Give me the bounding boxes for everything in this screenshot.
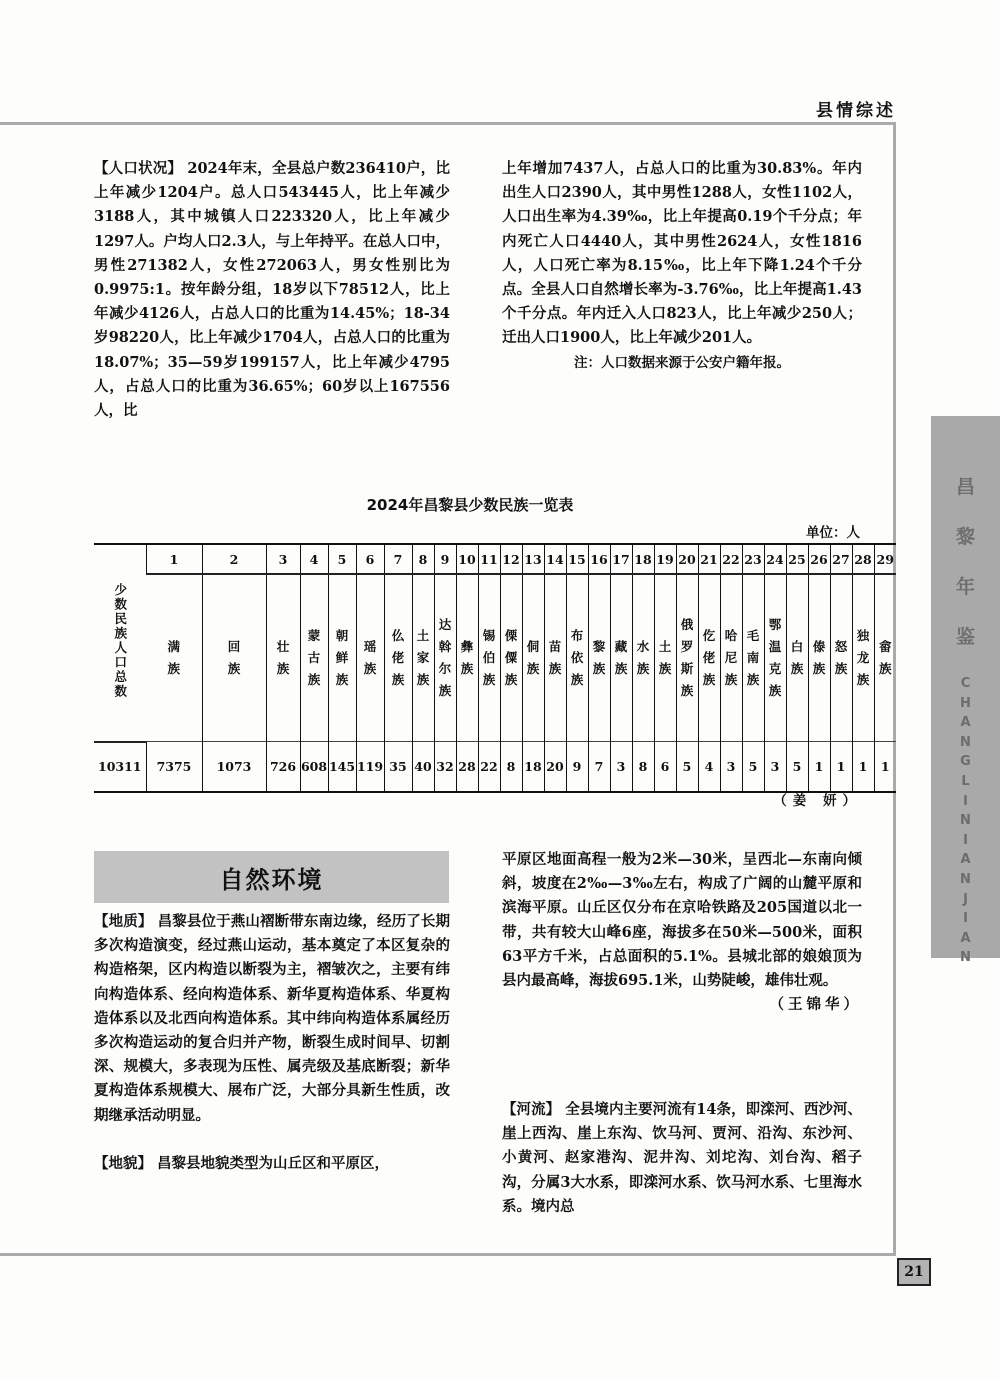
population-paragraph-right: 上年增加7437人，占总人口的比重为30.83%。年内出生人口2390人，其中男性1288人，女性1102人，人口出生率为4.39‰，比上年提高0.19个千分点；年内死亡人口4440人，其中男性2624人，女性1816人，人口死亡率为8.15‰，比上年下降1.24个千分点。全县人口自然增长率为-3.76‰，比上年提高1.43个千分点。年内迁入人口823人，比上年减少250人；迁出人口1900人，比上年减少201人。: [502, 160, 862, 347]
landform-column: [502, 848, 862, 1017]
ethnic-group-label: 水 族: [636, 639, 650, 676]
ethnic-group-name: [676, 574, 698, 742]
geology-paragraph: 【地质】 昌黎县位于燕山褶断带东南边缘，经历了长期多次构造演变，经过燕山运动，基本奠定了本区复杂的构造格架，区内构造以断裂为主，褶皱次之，主要有纬向构造体系、经向构造体系、新华夏构造体系、华夏构造体系以及北西向构造体系。其中纬向构造体系属经历多次构造运动的复合归并产物，断裂生成时间早、切割深、规模大，多表现为压性、属壳级及基底断裂；新华夏构造体系规模大、展布广泛，大部分具新生性质，改期继承活动明显。: [94, 913, 450, 1124]
side-tab-char: 昌: [955, 476, 975, 498]
ethnic-group-count: 145: [328, 742, 356, 792]
ethnic-group-count: 1: [830, 742, 852, 792]
ethnic-group-label: 瑶 族: [363, 639, 377, 676]
column-index: 6: [356, 544, 384, 574]
column-index: 11: [478, 544, 500, 574]
ethnic-group-count: 40: [412, 742, 434, 792]
population-right-column: [502, 157, 862, 375]
column-index: 22: [720, 544, 742, 574]
column-index: 15: [566, 544, 588, 574]
column-index: 5: [328, 544, 356, 574]
ethnic-group-label: 壮 族: [276, 639, 290, 676]
ethnic-group-label: 土 家 族: [416, 628, 430, 687]
ethnic-group-count: 7: [588, 742, 610, 792]
side-tab-char: 年: [955, 576, 975, 598]
column-index: 1: [146, 544, 202, 574]
ethnic-group-name: [544, 574, 566, 742]
column-index: 21: [698, 544, 720, 574]
column-index: 4: [300, 544, 328, 574]
ethnic-group-label: 蒙 古 族: [307, 628, 321, 687]
ethnic-group-label: 傣 族: [812, 639, 826, 676]
ethnic-group-name: [266, 574, 300, 742]
running-head: 县情综述: [816, 101, 896, 121]
column-index: 19: [654, 544, 676, 574]
ethnic-group-name: [202, 574, 266, 742]
column-index: 13: [522, 544, 544, 574]
ethnic-group-count: 20: [544, 742, 566, 792]
ethnic-minority-table: [94, 543, 896, 793]
total-cell: 10311: [94, 742, 146, 792]
ethnic-group-name: [478, 574, 500, 742]
ethnic-group-count: 3: [610, 742, 632, 792]
ethnic-group-label: 朝 鲜 族: [335, 628, 349, 687]
ethnic-group-count: 8: [500, 742, 522, 792]
side-tab-english: C H A N G L I N I A N J I A N: [960, 676, 971, 966]
ethnic-group-name: [412, 574, 434, 742]
ethnic-group-name: [764, 574, 786, 742]
ethnic-group-count: 35: [384, 742, 412, 792]
ethnic-group-count: 119: [356, 742, 384, 792]
ethnic-group-name: [146, 574, 202, 742]
column-index: 25: [786, 544, 808, 574]
column-index: 24: [764, 544, 786, 574]
ethnic-group-label: 侗 族: [526, 639, 540, 676]
ethnic-group-name: [874, 574, 896, 742]
ethnic-group-name: [500, 574, 522, 742]
ethnic-group-name: [566, 574, 588, 742]
ethnic-group-label: 布 依 族: [570, 628, 584, 687]
ethnic-group-label: 白 族: [790, 639, 804, 676]
ethnic-group-label: 哈 尼 族: [724, 628, 738, 687]
ethnic-group-count: 726: [266, 742, 300, 792]
ethnic-group-label: 毛 南 族: [746, 628, 760, 687]
column-index: 28: [852, 544, 874, 574]
column-index: 8: [412, 544, 434, 574]
ethnic-group-label: 彝 族: [460, 639, 474, 676]
ethnic-group-name: [852, 574, 874, 742]
ethnic-group-count: 7375: [146, 742, 202, 792]
population-paragraph-left: 【人口状况】 2024年末，全县总户数236410户，比上年减少1204户。总人口543445人，比上年减少3188人，其中城镇人口223320人，比上年减少1297人。户均人口2.3人，与上年持平。在总人口中，男性271382人，女性272063人，男女性别比为0.9975:1。按年龄分组，18岁以下78512人，比上年减少4126人，占总人口的比重为14.45%；18-34岁98220人，比上年减少1704人，占总人口的比重为18.07%；35—59岁199157人，比上年减少4795人，占总人口的比重为36.65%；60岁以上167556人，比: [94, 160, 450, 420]
ethnic-group-name: [808, 574, 830, 742]
ethnic-group-name: [698, 574, 720, 742]
rivers-paragraph: 【河流】 全县境内主要河流有14条，即滦河、西沙河、崖上西沟、崖上东沟、饮马河、贾河、沿沟、东沙河、小黄河、赵家港沟、泥井沟、刘坨沟、刘台沟、稻子沟，分属3大水系，即滦河水系、饮马河水系、七里海水系。境内总: [502, 1101, 862, 1215]
landform-paragraph-cont: 平原区地面高程一般为2米—30米，呈西北—东南向倾斜，坡度在2‰—3‰左右，构成了广阔的山麓平原和滨海平原。山丘区仅分布在京哈铁路及205国道以北一带，共有较大山峰6座，海拔多在50米—500米，面积63平方千米，占总面积的5.1%。县城北部的娘娘顶为县内最高峰，海拔695.1米，山势陡峻，雄伟壮观。: [502, 851, 862, 990]
ethnic-group-label: 黎 族: [592, 639, 606, 676]
ethnic-group-name: [356, 574, 384, 742]
ethnic-group-name: [588, 574, 610, 742]
ethnic-group-name: [830, 574, 852, 742]
ethnic-group-label: 畲 族: [878, 639, 892, 676]
ethnic-group-name: [384, 574, 412, 742]
ethnic-group-name: [610, 574, 632, 742]
column-index: 14: [544, 544, 566, 574]
ethnic-group-label: 达 斡 尔 族: [438, 617, 452, 698]
column-index: 20: [676, 544, 698, 574]
ethnic-table-title: 2024年昌黎县少数民族一览表: [366, 496, 574, 514]
ethnic-group-count: 9: [566, 742, 588, 792]
ethnic-group-count: 5: [786, 742, 808, 792]
ethnic-group-label: 俄 罗 斯 族: [680, 617, 694, 698]
column-index: 3: [266, 544, 300, 574]
ethnic-group-name: [522, 574, 544, 742]
table-name-row: [94, 574, 896, 742]
side-tab-char: 鉴: [955, 626, 975, 648]
ethnic-group-name: [300, 574, 328, 742]
column-index: 26: [808, 544, 830, 574]
table-value-row: [94, 742, 896, 792]
ethnic-group-label: 回 族: [227, 639, 241, 676]
landform-author: （王锦华）: [769, 996, 862, 1014]
column-index: 12: [500, 544, 522, 574]
ethnic-group-name: [328, 574, 356, 742]
landform-paragraph-start: 【地貌】 昌黎县地貌类型为山丘区和平原区，: [94, 1154, 390, 1172]
ethnic-group-label: 满 族: [167, 639, 180, 676]
ethnic-group-label: 仡 佬 族: [702, 628, 716, 687]
population-left-column: [94, 157, 450, 423]
ethnic-group-label: 独 龙 族: [856, 628, 870, 687]
ethnic-group-label: 苗 族: [548, 639, 562, 676]
ethnic-group-label: 怒 族: [834, 639, 848, 676]
ethnic-group-name: [434, 574, 456, 742]
column-index: 27: [830, 544, 852, 574]
row-header: 少数民族人口总数: [112, 583, 128, 700]
ethnic-group-name: [742, 574, 764, 742]
column-index: 17: [610, 544, 632, 574]
ethnic-group-count: 3: [764, 742, 786, 792]
column-index: 7: [384, 544, 412, 574]
ethnic-group-label: 傈 僳 族: [504, 628, 518, 687]
ethnic-group-label: 锡 伯 族: [482, 628, 496, 687]
ethnic-group-count: 4: [698, 742, 720, 792]
ethnic-group-label: 仫 佬 族: [391, 628, 405, 687]
ethnic-group-label: 鄂 温 克 族: [768, 617, 782, 698]
ethnic-group-count: 18: [522, 742, 544, 792]
ethnic-group-count: 1073: [202, 742, 266, 792]
ethnic-group-name: [786, 574, 808, 742]
ethnic-group-name: [720, 574, 742, 742]
rivers-column: [502, 1098, 862, 1219]
column-index: 2: [202, 544, 266, 574]
side-tab-yearbook: [931, 416, 1000, 966]
ethnic-group-name: [654, 574, 676, 742]
column-index: 23: [742, 544, 764, 574]
ethnic-group-count: 8: [632, 742, 654, 792]
row-header-cell: [94, 544, 146, 742]
ethnic-group-name: [632, 574, 654, 742]
ethnic-group-count: 32: [434, 742, 456, 792]
ethnic-group-count: 5: [742, 742, 764, 792]
geology-column: [94, 910, 450, 1176]
side-tab-char: 黎: [955, 526, 975, 548]
column-index: 10: [456, 544, 478, 574]
ethnic-group-count: 3: [720, 742, 742, 792]
ethnic-group-count: 1: [852, 742, 874, 792]
ethnic-group-label: 藏 族: [614, 639, 628, 676]
table-index-row: [94, 544, 896, 574]
ethnic-group-count: 28: [456, 742, 478, 792]
column-index: 16: [588, 544, 610, 574]
population-note: 注：人口数据来源于公安户籍年报。: [574, 354, 790, 371]
table-author: （姜 妍）: [773, 793, 862, 809]
ethnic-group-name: [456, 574, 478, 742]
ethnic-group-count: 22: [478, 742, 500, 792]
ethnic-group-count: 6: [654, 742, 676, 792]
ethnic-group-count: 5: [676, 742, 698, 792]
ethnic-group-count: 608: [300, 742, 328, 792]
page-number: 21: [897, 1258, 931, 1286]
column-index: 9: [434, 544, 456, 574]
ethnic-group-label: 土 族: [658, 639, 672, 676]
ethnic-table-unit: 单位：人: [806, 525, 860, 541]
column-index: 29: [874, 544, 896, 574]
ethnic-group-count: 1: [808, 742, 830, 792]
column-index: 18: [632, 544, 654, 574]
section-title-nature: 自然环境: [94, 851, 449, 903]
ethnic-group-count: 1: [874, 742, 896, 792]
